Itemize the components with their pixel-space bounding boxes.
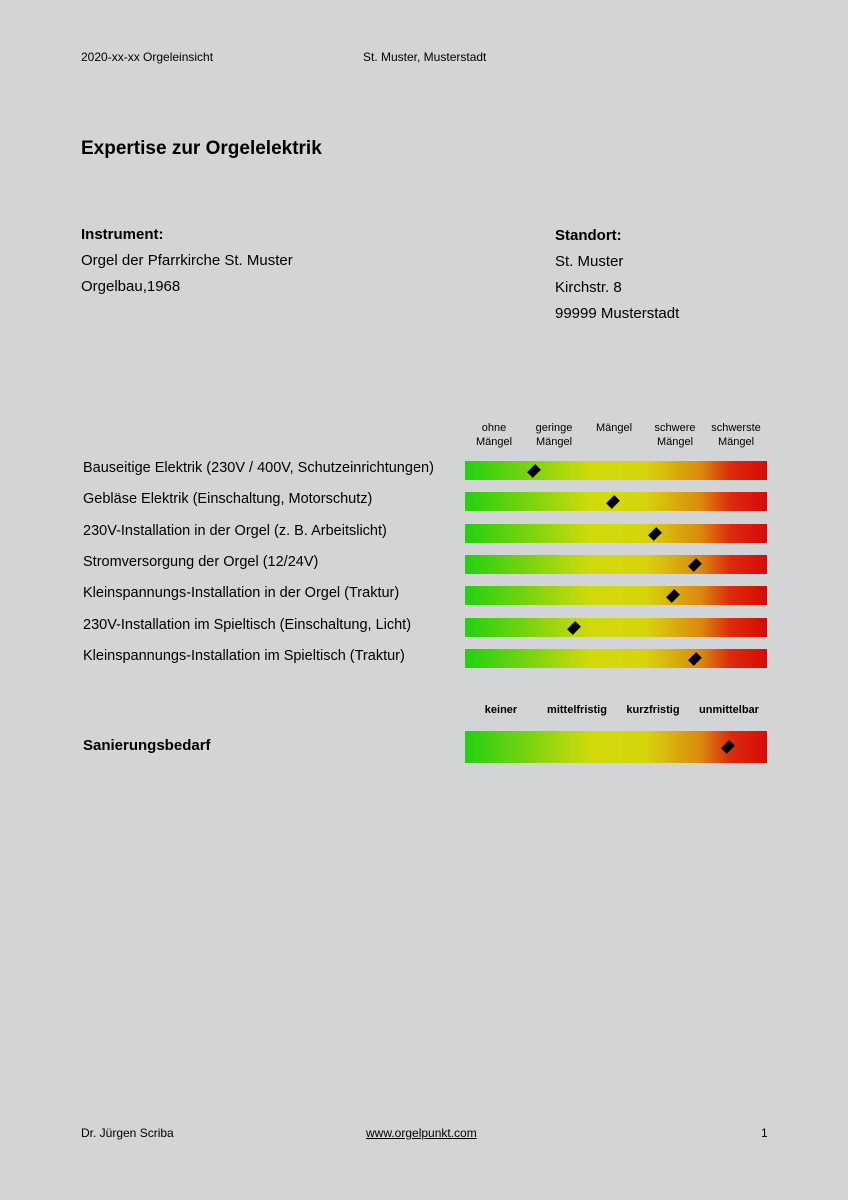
rating-label: Kleinspannungs-Installation in der Orgel (Traktur) <box>83 585 400 601</box>
rating-bar <box>465 524 767 543</box>
footer-author: Dr. Jürgen Scriba <box>81 1126 174 1140</box>
standort-line: Kirchstr. 8 <box>555 279 622 296</box>
rating-label: Gebläse Elektrik (Einschaltung, Motorschutz) <box>83 491 373 507</box>
need-heading: mittelfristig <box>547 704 607 716</box>
rating-label: 230V-Installation im Spieltisch (Einschaltung, Licht) <box>83 617 412 633</box>
need-heading: kurzfristig <box>626 704 680 716</box>
need-bar <box>465 731 767 763</box>
rating-marker <box>688 652 702 666</box>
page-number: 1 <box>761 1126 768 1140</box>
rating-marker <box>688 558 702 572</box>
instrument-block <box>81 226 293 295</box>
scale-heading-line: Mängel <box>535 436 573 448</box>
scale-heading-line: schwere <box>654 422 696 434</box>
scale-heading-maengel <box>579 421 649 435</box>
sanierungsbedarf-label: Sanierungsbedarf <box>83 737 211 754</box>
scale-heading-schwerste <box>701 421 771 449</box>
rating-bar <box>465 586 767 605</box>
standort-label: Standort: <box>555 227 622 244</box>
scale-heading-line: Mängel <box>475 436 513 448</box>
standort-line: St. Muster <box>555 253 624 270</box>
rating-label: Kleinspannungs-Installation im Spieltisch (Traktur) <box>83 648 405 664</box>
page-title: Expertise zur Orgelelektrik <box>81 138 322 159</box>
rating-bar <box>465 555 767 574</box>
scale-heading-line: Mängel <box>656 436 694 448</box>
header-date: 2020-xx-xx Orgeleinsicht <box>81 50 214 64</box>
rating-marker <box>567 621 581 635</box>
rating-bar <box>465 618 767 637</box>
scale-heading-line: Mängel <box>595 422 633 434</box>
rating-label: Stromversorgung der Orgel (12/24V) <box>83 554 319 570</box>
standort-line: 99999 Musterstadt <box>555 305 680 322</box>
scale-heading-line: ohne <box>481 422 507 434</box>
need-marker <box>721 740 735 754</box>
scale-heading-line: schwerste <box>711 422 761 434</box>
scale-heading-line: Mängel <box>717 436 755 448</box>
rating-bar <box>465 461 767 480</box>
scale-heading-line: geringe <box>535 422 573 434</box>
scale-heading-schwere <box>640 421 710 449</box>
rating-marker <box>666 589 680 603</box>
rating-marker <box>648 527 662 541</box>
instrument-label: Instrument: <box>81 226 164 243</box>
need-heading: keiner <box>484 704 518 716</box>
footer-link[interactable]: www.orgelpunkt.com <box>366 1126 477 1140</box>
rating-bar <box>465 649 767 668</box>
instrument-line: Orgel der Pfarrkirche St. Muster <box>81 252 293 269</box>
rating-bar <box>465 492 767 511</box>
header-location: St. Muster, Musterstadt <box>363 50 487 64</box>
rating-marker <box>606 495 620 509</box>
rating-label: 230V-Installation in der Orgel (z. B. Arbeitslicht) <box>83 523 387 539</box>
need-heading: unmittelbar <box>699 704 759 716</box>
standort-block <box>555 227 679 322</box>
footer-url[interactable] <box>366 1126 477 1140</box>
instrument-line: Orgelbau,1968 <box>81 278 181 295</box>
rating-label: Bauseitige Elektrik (230V / 400V, Schutzeinrichtungen) <box>83 460 434 476</box>
rating-marker <box>528 464 542 478</box>
